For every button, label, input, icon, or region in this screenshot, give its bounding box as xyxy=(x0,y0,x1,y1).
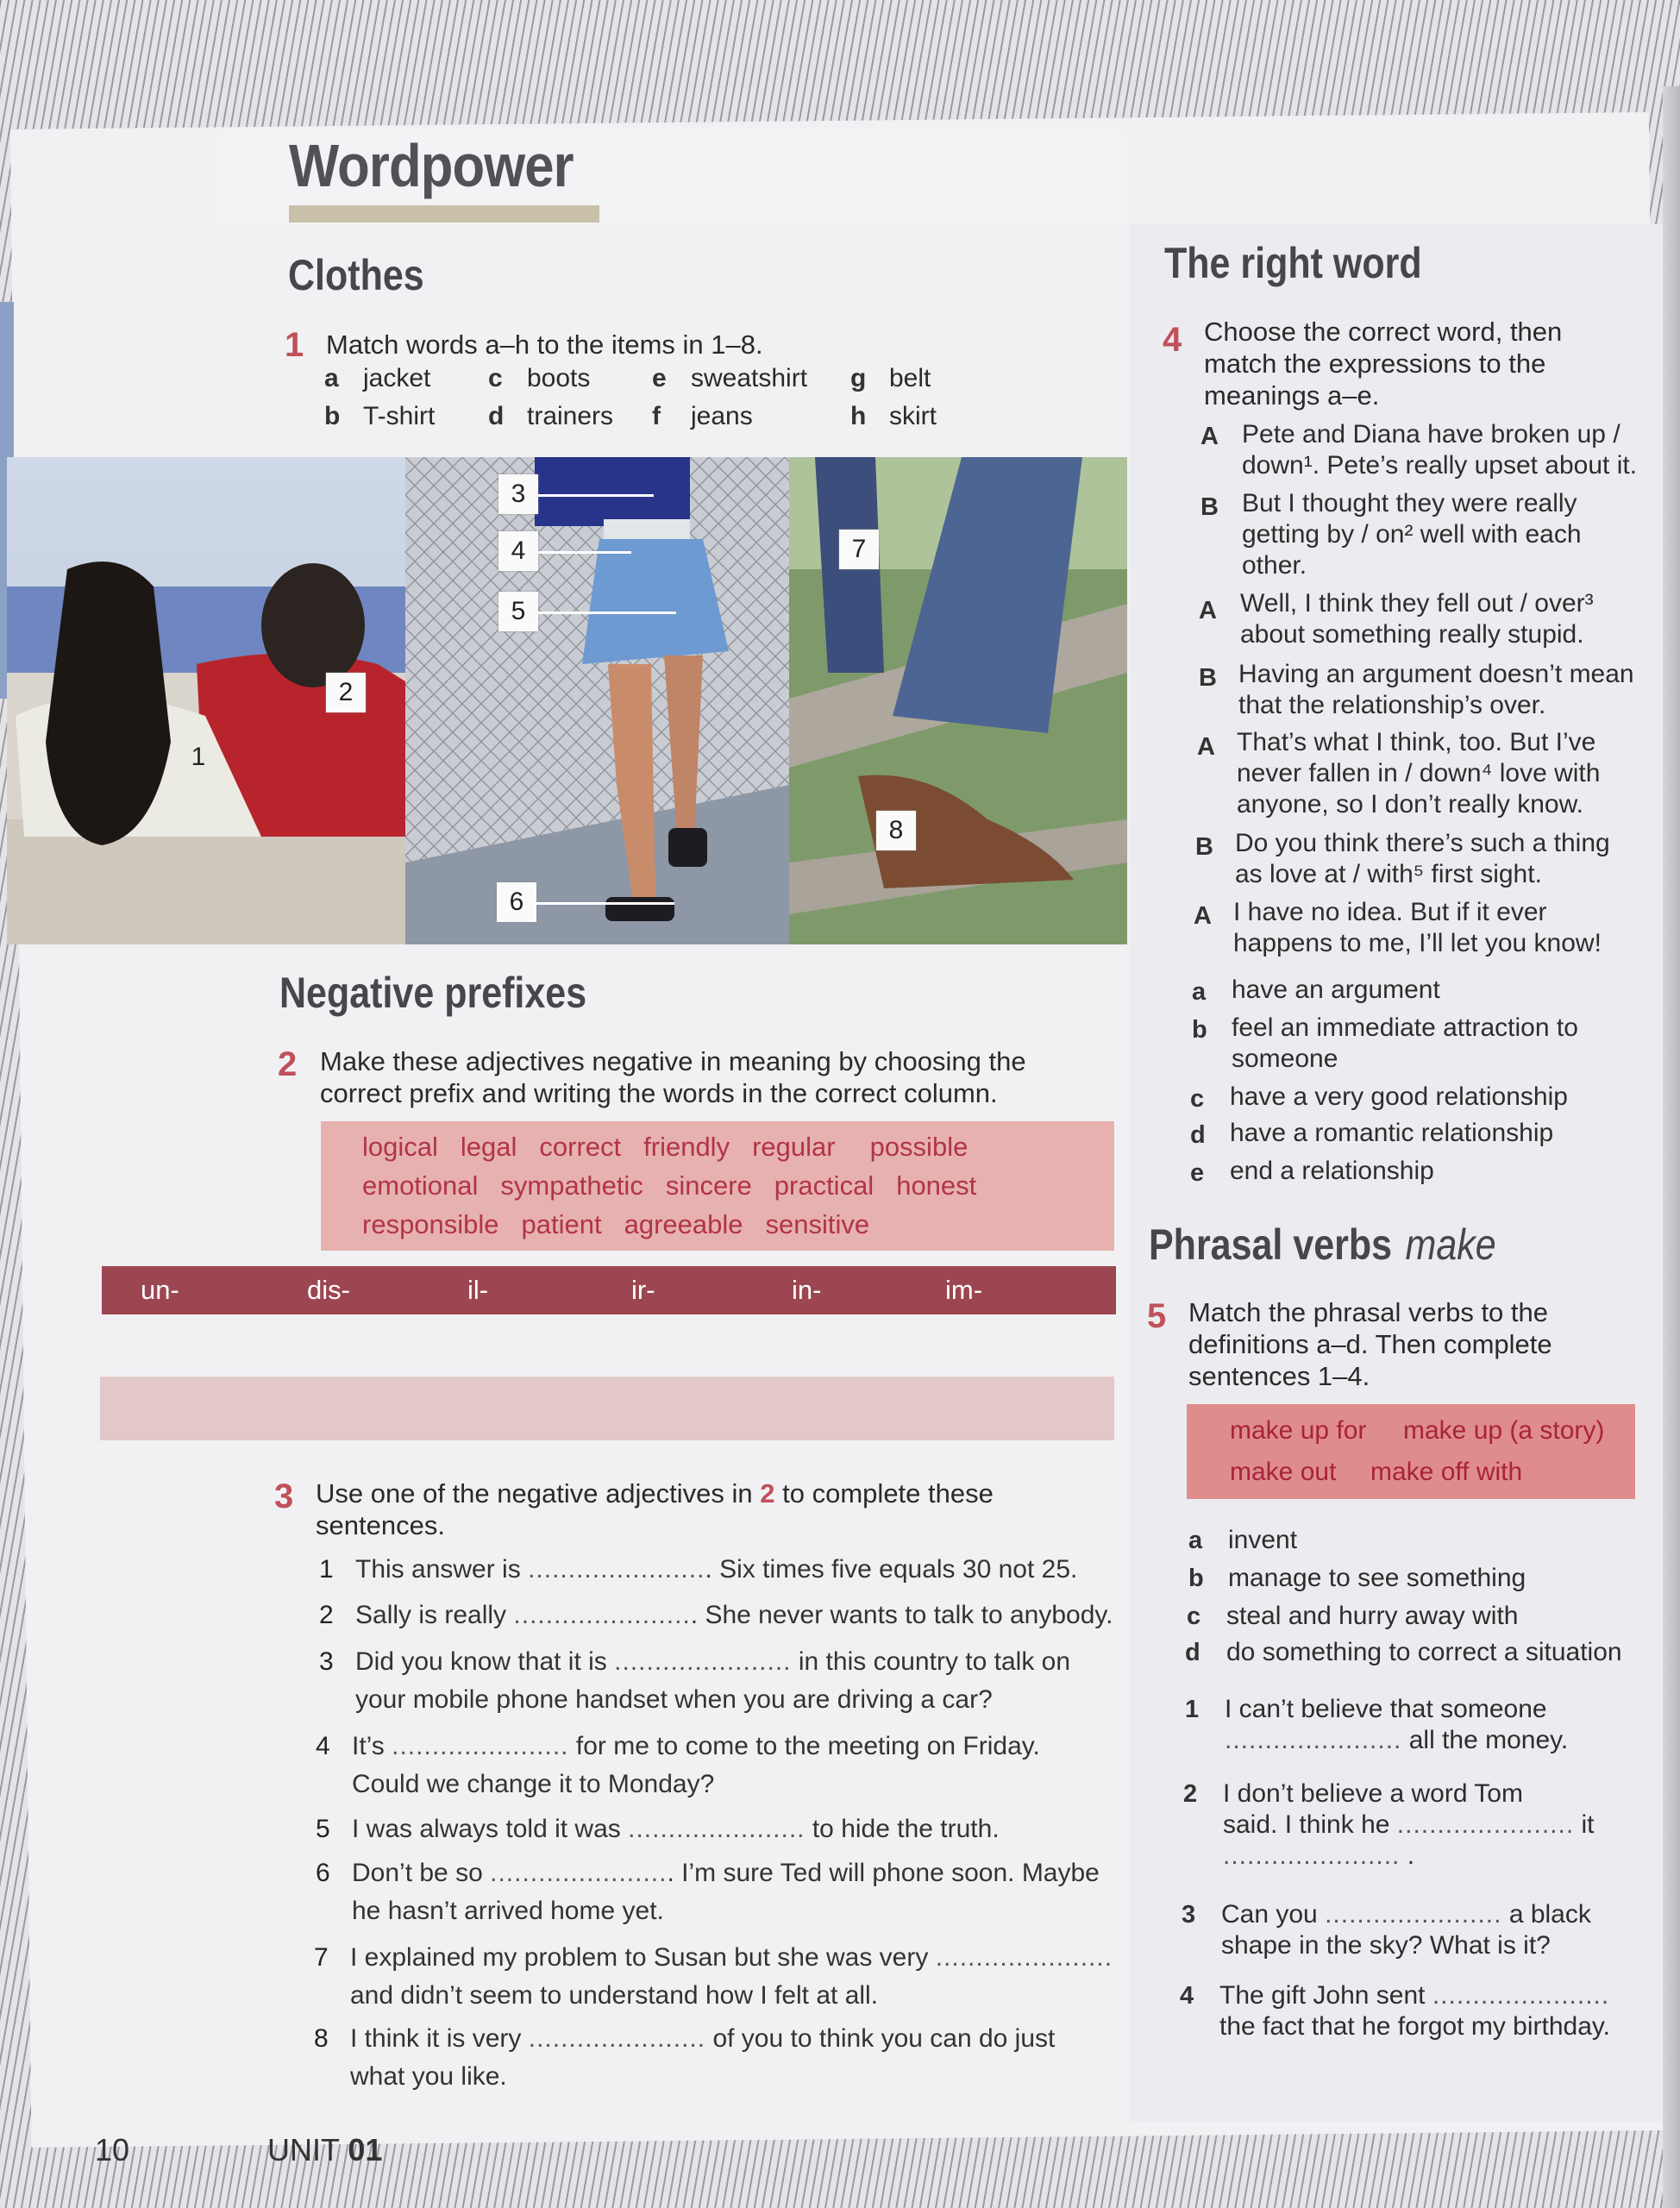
sentence-number: 2 xyxy=(1183,1780,1198,1808)
dialogue-line: That’s what I think, too. But I’ve never fallen in / down⁴ love with anyone, so I don’t really know. xyxy=(1237,728,1601,819)
prefix-column-bar xyxy=(102,1266,1116,1314)
sentence-4: 4 It’s ...................... for me to come to the meeting on Friday. Could we change it to Monday? xyxy=(316,1732,1040,1798)
phrasal-verb: make out xyxy=(1230,1458,1337,1486)
phrasal-verb-box xyxy=(1187,1404,1635,1499)
word-item: h skirt xyxy=(850,402,937,430)
answer-blank[interactable]: ...................... xyxy=(1225,1726,1402,1754)
dialogue-line: Having an argument doesn’t mean that the relationship’s over. xyxy=(1238,660,1634,719)
dialogue-line: Do you think there’s such a thing as love at / with⁵ first sight. xyxy=(1235,829,1610,888)
sentence-7: 7 I explained my problem to Susan but she was very ...................... and didn’t seem to understand how I felt at all. xyxy=(314,1943,1113,2010)
unit-label: UNIT 01 xyxy=(267,2132,383,2167)
prefix-column-header: il- xyxy=(467,1275,489,1305)
word-item: c boots xyxy=(488,364,591,392)
exercise-1-instruction: Match words a–h to the items in 1–8. xyxy=(326,329,763,360)
exercise-3-instruction: Use one of the negative adjectives in 2 to complete these xyxy=(316,1478,994,1509)
phrasal-sentence: The gift John sent ...................... the fact that he forgot my birthday. xyxy=(1219,1981,1611,2041)
definition-text: manage to see something xyxy=(1228,1564,1526,1592)
phrasal-sentence: I can’t believe that someone ...................... all the money. xyxy=(1225,1695,1569,1754)
speaker-label: B xyxy=(1199,664,1217,692)
meaning-text: have a romantic relationship xyxy=(1230,1119,1554,1147)
exercise-3-instruction-line-2: sentences. xyxy=(316,1510,445,1540)
answer-blank[interactable]: ...................... xyxy=(614,1647,792,1676)
photo-label: 8 xyxy=(876,811,916,850)
answer-blank[interactable]: ...................... xyxy=(528,2024,706,2053)
meaning-text: have a very good relationship xyxy=(1230,1082,1568,1111)
exercise-2-number: 2 xyxy=(278,1045,298,1083)
dialogue-line: I have no idea. But if it ever happens to me, I’ll let you know! xyxy=(1233,898,1602,957)
meaning-letter: b xyxy=(1192,1016,1207,1044)
book-spine xyxy=(1663,86,1680,2208)
label-pointer xyxy=(538,551,631,554)
phrasal-verb: make up (a story) xyxy=(1403,1416,1605,1445)
meaning-text: feel an immediate attraction to someone xyxy=(1232,1013,1578,1073)
definition-letter: a xyxy=(1188,1527,1203,1554)
photo-label: 2 xyxy=(326,673,366,712)
phrasal-verbs-heading: Phrasal verbs make xyxy=(1149,1220,1496,1269)
prefix-column-header: dis- xyxy=(307,1275,350,1305)
answer-blank[interactable]: ...................... xyxy=(392,1732,569,1760)
phrasal-sentence: I don’t believe a word Tom said. I think he ...................... it ...................... . xyxy=(1223,1779,1595,1870)
word-item: d trainers xyxy=(488,402,614,430)
sentence-6: 6 Don’t be so ....................... I’m sure Ted will phone soon. Maybe he hasn’t arrived home yet. xyxy=(316,1859,1100,1925)
negative-prefixes-heading: Negative prefixes xyxy=(279,969,587,1017)
dialogue-line: Pete and Diana have broken up / down¹. Pete’s really upset about it. xyxy=(1242,420,1638,480)
adjective-row: logical legal correct friendly regular possible xyxy=(362,1132,969,1162)
prefix-answer-row[interactable] xyxy=(100,1377,1114,1440)
exercise-1-number: 1 xyxy=(285,326,304,364)
exercise-2-instruction-line-2: correct prefix and writing the words in the correct column. xyxy=(320,1078,998,1108)
adjective-word-box xyxy=(321,1121,1114,1251)
title-underline xyxy=(289,205,599,223)
sentence-5: 5 I was always told it was ...................... to hide the truth. xyxy=(316,1815,1000,1843)
photo-label: 4 xyxy=(498,531,538,571)
definition-letter: d xyxy=(1185,1639,1200,1666)
dialogue-line: Well, I think they fell out / over³ about something really stupid. xyxy=(1240,589,1594,649)
answer-blank[interactable]: ...................... xyxy=(528,1555,705,1584)
answer-blank[interactable]: ...................... xyxy=(628,1815,806,1843)
meaning-letter: d xyxy=(1190,1121,1206,1149)
answer-blank[interactable]: ...................... xyxy=(513,1601,691,1629)
page-title: Wordpower xyxy=(289,132,574,199)
page-number: 10 xyxy=(95,2132,130,2167)
sentence-3: 3 Did you know that it is ...................... in this country to talk on your mobile phone handset when you are driving a car? xyxy=(319,1647,1071,1714)
exercise-5-number: 5 xyxy=(1147,1297,1167,1335)
sentence-1: 1 This answer is ....................... Six times five equals 30 not 25. xyxy=(319,1555,1078,1584)
sentence-number: 1 xyxy=(1185,1696,1200,1723)
answer-blank[interactable]: ...................... xyxy=(1223,1841,1401,1870)
definition-text: invent xyxy=(1228,1526,1298,1554)
sentence-8: 8 I think it is very ...................... of you to think you can do just what you like. xyxy=(314,2024,1056,2091)
photo-label: 5 xyxy=(498,592,538,631)
sentence-number: 3 xyxy=(1182,1901,1196,1929)
speaker-label: A xyxy=(1197,733,1215,761)
meaning-text: end a relationship xyxy=(1230,1157,1434,1185)
answer-blank[interactable]: ...................... xyxy=(1325,1900,1502,1929)
exercise-3-number: 3 xyxy=(274,1477,294,1515)
definition-letter: b xyxy=(1188,1565,1204,1592)
exercise-2-instruction-line-1: Make these adjectives negative in meaning by choosing the xyxy=(320,1046,1026,1076)
word-item: a jacket xyxy=(324,364,431,392)
speaker-label: A xyxy=(1199,597,1217,624)
label-pointer xyxy=(538,612,676,614)
adjective-row: emotional sympathetic sincere practical honest xyxy=(362,1170,977,1201)
photo-label: 7 xyxy=(839,530,879,569)
meaning-letter: c xyxy=(1190,1085,1205,1113)
speaker-label: B xyxy=(1195,833,1213,861)
word-item: g belt xyxy=(850,364,931,392)
answer-blank[interactable]: ...................... xyxy=(490,1859,668,1887)
exercise-4-number: 4 xyxy=(1163,321,1182,359)
right-word-heading: The right word xyxy=(1164,239,1422,287)
photo-label: 3 xyxy=(498,474,538,514)
meaning-letter: a xyxy=(1192,978,1207,1006)
prefix-column-header: im- xyxy=(945,1275,983,1305)
prefix-column-header: ir- xyxy=(631,1275,655,1305)
answer-blank[interactable]: ...................... xyxy=(1396,1810,1575,1839)
word-item: b T-shirt xyxy=(324,402,436,430)
label-pointer xyxy=(536,902,674,905)
photo-label: 6 xyxy=(497,882,536,922)
phrasal-verb: make up for xyxy=(1230,1416,1367,1445)
clothes-word-list xyxy=(324,362,980,433)
photo-label: 1 xyxy=(191,743,206,771)
meaning-letter: e xyxy=(1190,1159,1205,1187)
word-item: f jeans xyxy=(652,402,753,430)
dialogue-line: But I thought they were really getting by / on² well with each other. xyxy=(1242,489,1582,580)
word-item: e sweatshirt xyxy=(652,364,808,392)
speaker-label: B xyxy=(1200,493,1219,521)
phrasal-verb: make off with xyxy=(1370,1458,1523,1486)
answer-blank[interactable]: ...................... xyxy=(1432,1981,1610,2010)
definition-letter: c xyxy=(1187,1603,1201,1630)
adjective-row: responsible patient agreeable sensitive xyxy=(362,1209,870,1239)
sentence-number: 4 xyxy=(1180,1982,1194,2010)
photo-girl-fence xyxy=(405,457,789,944)
sentence-2: 2 Sally is really ....................... She never wants to talk to anybody. xyxy=(319,1601,1113,1629)
speaker-label: A xyxy=(1200,423,1219,450)
prefix-column-header: in- xyxy=(792,1275,822,1305)
label-pointer xyxy=(538,494,654,497)
clothes-heading: Clothes xyxy=(288,251,424,299)
exercise-4-instruction: Choose the correct word, then match the expressions to the meanings a–e. xyxy=(1204,317,1563,411)
answer-blank[interactable]: ...................... xyxy=(935,1943,1113,1972)
definition-text: steal and hurry away with xyxy=(1226,1602,1519,1630)
prefix-column-header: un- xyxy=(141,1275,179,1305)
meaning-text: have an argument xyxy=(1232,975,1440,1004)
exercise-5-instruction: Match the phrasal verbs to the definitions a–d. Then complete sentences 1–4. xyxy=(1188,1297,1552,1391)
definition-text: do something to correct a situation xyxy=(1226,1638,1622,1666)
speaker-label: A xyxy=(1194,902,1212,930)
phrasal-sentence: Can you ...................... a black shape in the sky? What is it? xyxy=(1221,1900,1591,1960)
